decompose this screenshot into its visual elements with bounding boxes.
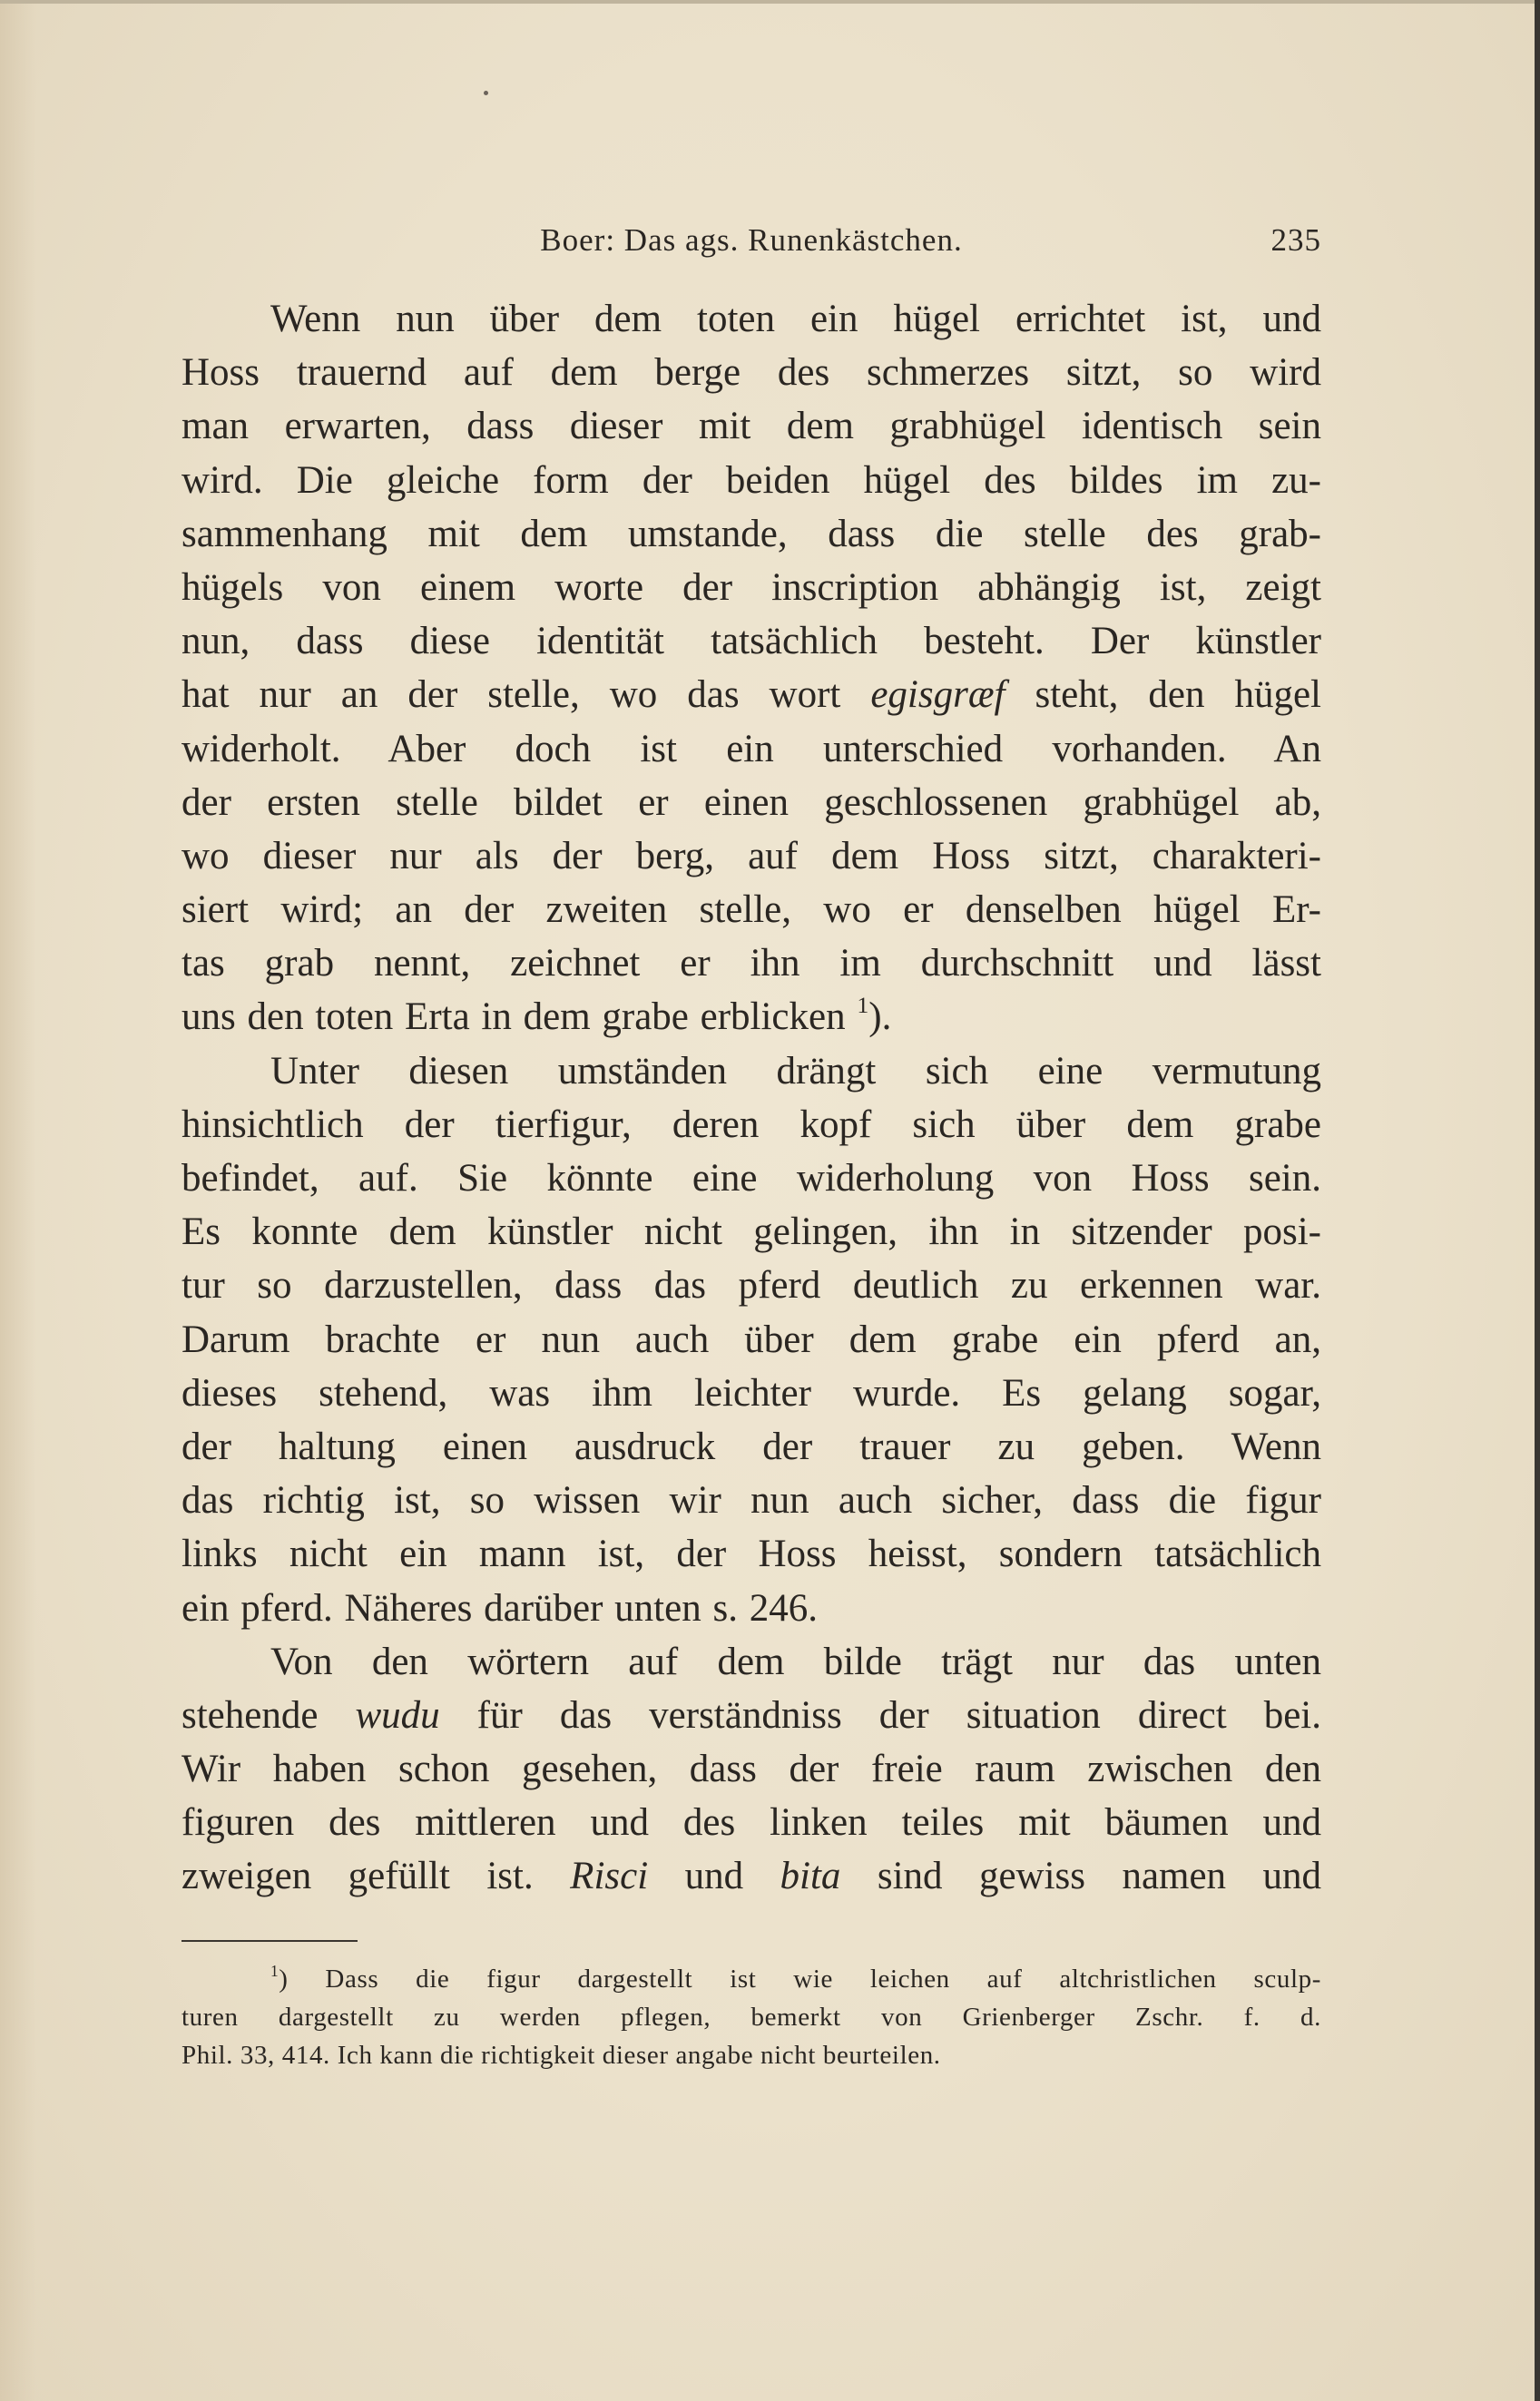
italic-term: wudu [355, 1693, 440, 1737]
body-line: wo dieser nur als der berg, auf dem Hoss sitzt, charakteri- [181, 834, 1321, 877]
body-text [181, 292, 1321, 1904]
footnote-marker: 1 [270, 1961, 280, 1980]
body-line: Darum brachte er nun auch über dem grabe ein pferd an, [181, 1318, 1321, 1361]
body-line [181, 668, 1321, 721]
body-line: ein pferd. Näheres darüber unten s. 246. [181, 1586, 818, 1630]
body-line: tas grab nennt, zeichnet er ihn im durchschnitt und lässt [181, 942, 1321, 985]
body-line: tur so darzustellen, dass das pferd deutlich zu erkennen war. [181, 1264, 1321, 1308]
body-text-run: ). [868, 995, 892, 1039]
body-line: der ersten stelle bildet er einen geschlossenen grabhügel ab, [181, 780, 1321, 824]
footnote-text: ) Dass die figur dargestellt ist wie leichen auf altchristlichen sculp- [279, 1965, 1321, 1994]
running-header [181, 220, 1321, 261]
italic-term: egisgræf [870, 673, 1005, 717]
body-line: figuren des mittleren und des linken teiles mit bäumen und [181, 1801, 1321, 1845]
body-text-run: steht, den hügel [1005, 673, 1321, 717]
body-text-run: und [648, 1855, 780, 1898]
italic-term: Risci [570, 1855, 649, 1898]
body-line: sammenhang mit dem umstande, dass die stelle des grab- [181, 512, 1321, 555]
italic-term: bita [780, 1855, 841, 1898]
page-number: 235 [1270, 222, 1321, 258]
body-line [181, 1689, 1321, 1742]
body-line [181, 1849, 1321, 1903]
running-title: Boer: Das ags. Runenkästchen. [540, 222, 963, 258]
body-text-run: zweigen gefüllt ist. [181, 1855, 571, 1898]
scan-edge-right [1535, 0, 1540, 2401]
body-line [181, 990, 1321, 1044]
body-line: hinsichtlich der tierfigur, deren kopf sich über dem grabe [181, 1102, 1321, 1146]
body-line: befindet, auf. Sie könnte eine widerholung von Hoss sein. [181, 1157, 1321, 1200]
body-line: Hoss trauernd auf dem berge des schmerzes sitzt, so wird [181, 351, 1321, 395]
body-line: Von den wörtern auf dem bilde trägt nur das unten [270, 1640, 1321, 1683]
body-line: wird. Die gleiche form der beiden hügel des bildes im zu- [181, 458, 1321, 502]
footnote-rule [181, 1940, 358, 1942]
body-line: hügels von einem worte der inscription abhängig ist, zeigt [181, 565, 1321, 609]
ink-speck [484, 91, 488, 95]
scan-edge-top [0, 0, 1540, 4]
footnote-line: turen dargestellt zu werden pflegen, bemerkt von Grienberger Zschr. f. d. [181, 2003, 1321, 2032]
footnotes [181, 1960, 1321, 2074]
body-line: dieses stehend, was ihm leichter wurde. Es gelang sogar, [181, 1371, 1321, 1415]
scan-shadow-left [0, 0, 36, 2401]
body-text-run: stehende [181, 1693, 356, 1737]
body-line: Wenn nun über dem toten ein hügel errichtet ist, und [270, 298, 1321, 340]
body-line: links nicht ein mann ist, der Hoss heisst, sondern tatsächlich [181, 1533, 1321, 1576]
body-line: Wir haben schon gesehen, dass der freie raum zwischen den [181, 1748, 1321, 1791]
body-line: nun, dass diese identität tatsächlich besteht. Der künstler [181, 620, 1321, 663]
body-line: Es konnte dem künstler nicht gelingen, ihn in sitzender posi- [181, 1210, 1321, 1254]
footnote-ref: 1 [857, 992, 869, 1019]
body-line: siert wird; an der zweiten stelle, wo er denselben hügel Er- [181, 888, 1321, 932]
body-text-run: sind gewiss namen und [840, 1855, 1321, 1898]
footnote-line: Phil. 33, 414. Ich kann die richtigkeit dieser angabe nicht beurteilen. [181, 2041, 941, 2070]
body-text-run: für das verständniss der situation direct bei. [439, 1693, 1321, 1737]
body-line: das richtig ist, so wissen wir nun auch sicher, dass die figur [181, 1479, 1321, 1523]
body-line: Unter diesen umständen drängt sich eine vermutung [270, 1049, 1321, 1093]
body-line: man erwarten, dass dieser mit dem grabhügel identisch sein [181, 405, 1321, 448]
body-text-run: hat nur an der stelle, wo das wort [181, 673, 871, 717]
body-line: widerholt. Aber doch ist ein unterschied vorhanden. An [181, 727, 1321, 770]
body-text-run: uns den toten Erta in dem grabe erblicken [181, 995, 858, 1039]
body-line: der haltung einen ausdruck der trauer zu geben. Wenn [181, 1425, 1321, 1468]
footnote-line [181, 1960, 1321, 1998]
